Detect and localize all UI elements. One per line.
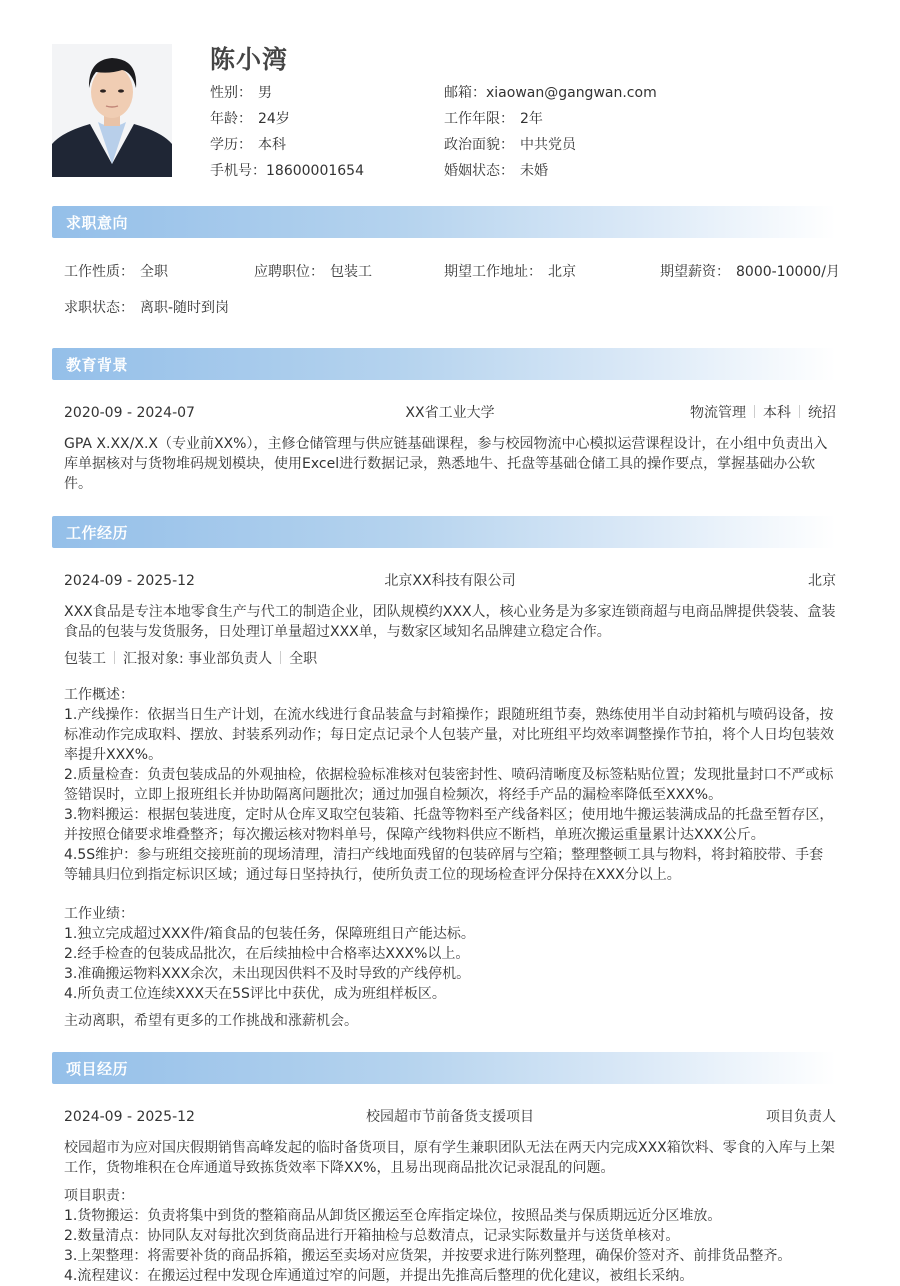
political-status-field: 政治面貌： 中共党员: [444, 137, 576, 153]
project-description: 校园超市为应对国庆假期销售高峰发起的临时备货项目，原有学生兼职团队无法在两天内完成XXX箱饮料、零食的入库与上架工作，货物堆积在仓库通道导致拣货效率下降XX%，且易出现商品批次记录混乱的问题。: [64, 1140, 835, 1176]
candidate-name: 陈小湾: [210, 45, 289, 74]
education-row: [64, 403, 836, 423]
email-field: 邮箱：xiaowan@gangwan.com: [444, 85, 657, 101]
work-leave-reason: 主动离职，希望有更多的工作挑战和涨薪机会。: [64, 1013, 358, 1029]
section-header-work: 工作经历: [52, 516, 836, 548]
project-duties-title: 项目职责：: [64, 1188, 134, 1204]
age-field: 年龄： 24岁: [210, 111, 290, 127]
work-city: 北京: [808, 573, 836, 589]
work-achievement-item: 2.经手检查的包装成品批次，在后续抽检中合格率达XXX%以上。: [64, 946, 470, 962]
work-overview-item: 3.物料搬运：根据包装进度，定时从仓库叉取空包装箱、托盘等物料至产线备料区；使用地牛搬运装满成品的托盘至暂存区，并按照仓储要求堆叠整齐；每次搬运核对物料单号，保障产线物料供应不断档，单班次搬运重量累计达XXX公斤。: [64, 807, 834, 843]
work-achievements-title: 工作业绩：: [64, 906, 134, 922]
project-duty-item: 2.数量清点：协同队友对每批次到货商品进行开箱抽检与总数清点，记录实际数量并与送货单核对。: [64, 1228, 680, 1244]
intent-location: 期望工作地址： 北京: [444, 264, 576, 280]
work-years-field: 工作年限： 2年: [444, 111, 543, 127]
profile-photo: [52, 44, 172, 177]
work-company-description: XXX食品是专注本地零食生产与代工的制造企业，团队规模约XXX人，核心业务是为多家连锁商超与电商品牌提供袋装、盒装食品的包装与发货服务，日处理订单量超过XXX单，与数家区域知名品牌建立稳定合作。: [64, 604, 836, 640]
section-header-project: 项目经历: [52, 1052, 836, 1084]
basic-info-left: [210, 80, 364, 184]
work-tags: 包装工 汇报对象: 事业部负责人 全职: [64, 651, 318, 667]
project-period: 2024-09 - 2025-12: [64, 1109, 195, 1125]
intent-salary: 期望薪资： 8000-10000/月: [660, 264, 840, 280]
section-header-intent: 求职意向: [52, 206, 836, 238]
project-name: 校园超市节前备货支援项目: [366, 1109, 534, 1125]
education-school: XX省工业大学: [405, 405, 495, 421]
work-row: [64, 571, 836, 591]
education-description: GPA X.XX/X.X（专业前XX%），主修仓储管理与供应链基础课程，参与校园物流中心模拟运营课程设计，在小组中负责出入库单据核对与货物堆码规划模块，使用Excel进行数据记录，熟悉地牛、托盘等基础仓储工具的操作要点，掌握基础办公软件。: [64, 436, 828, 492]
project-duty-item: 3.上架整理：将需要补货的商品拆箱，搬运至卖场对应货架，并按要求进行陈列整理，确保价签对齐、前排货品整齐。: [64, 1248, 792, 1264]
intent-status: 求职状态： 离职-随时到岗: [64, 300, 230, 316]
email-link[interactable]: xiaowan@gangwan.com: [486, 85, 657, 101]
divider: [114, 651, 115, 664]
divider: [754, 405, 755, 418]
work-overview-title: 工作概述：: [64, 687, 134, 703]
section-header-education: 教育背景: [52, 348, 836, 380]
intent-position: 应聘职位： 包装工: [254, 264, 372, 280]
divider: [799, 405, 800, 418]
project-duties: [64, 1186, 836, 1286]
work-overview: [64, 685, 836, 885]
work-achievement-item: 4.所负责工位连续XXX天在5S评比中获优，成为班组样板区。: [64, 986, 446, 1002]
work-period: 2024-09 - 2025-12: [64, 573, 195, 589]
work-company: 北京XX科技有限公司: [384, 573, 516, 589]
education-field: 学历： 本科: [210, 137, 286, 153]
work-achievements: [64, 904, 836, 1004]
project-duty-item: 4.流程建议：在搬运过程中发现仓库通道过窄的问题，并提出先推高后整理的优化建议，被组长采纳。: [64, 1268, 694, 1284]
phone-field: 手机号：18600001654: [210, 163, 364, 179]
gender-field: 性别： 男: [210, 85, 272, 101]
person-portrait-icon: [52, 44, 172, 177]
project-role: 项目负责人: [766, 1109, 836, 1125]
work-achievement-item: 1.独立完成超过XXX件/箱食品的包装任务，保障班组日产能达标。: [64, 926, 475, 942]
divider: [280, 651, 281, 664]
education-period: 2020-09 - 2024-07: [64, 405, 195, 421]
work-overview-item: 2.质量检查：负责包装成品的外观抽检，依据检验标准核对包装密封性、喷码清晰度及标签粘贴位置；发现批量封口不严或标签错误时，立即上报班组长并协助隔离问题批次；通过加强自检频次，将经手产品的漏检率降低至XXX%。: [64, 767, 834, 803]
project-row: [64, 1107, 836, 1127]
basic-info-right: [444, 80, 657, 184]
intent-job-type: 工作性质： 全职: [64, 264, 168, 280]
project-duty-item: 1.货物搬运：负责将集中到货的整箱商品从卸货区搬运至仓库指定垛位，按照品类与保质期远近分区堆放。: [64, 1208, 722, 1224]
work-overview-item: 4.5S维护：参与班组交接班前的现场清理，清扫产线地面残留的包装碎屑与空箱；整理整顿工具与物料，将封箱胶带、手套等辅具归位到指定标识区域；通过每日坚持执行，使所负责工位的现场检查评分保持在XXX分以上。: [64, 847, 824, 883]
education-tags: 物流管理 本科 统招: [690, 405, 836, 421]
work-achievement-item: 3.准确搬运物料XXX余次，未出现因供料不及时导致的产线停机。: [64, 966, 471, 982]
work-overview-item: 1.产线操作：依据当日生产计划，在流水线进行食品装盒与封箱操作；跟随班组节奏，熟练使用半自动封箱机与喷码设备，按标准动作完成取料、摆放、封装系列动作；每日定点记录个人包装产量，对比班组平均效率调整操作节拍，将个人日均包装效率提升XXX%。: [64, 707, 834, 763]
marital-status-field: 婚姻状态： 未婚: [444, 163, 548, 179]
